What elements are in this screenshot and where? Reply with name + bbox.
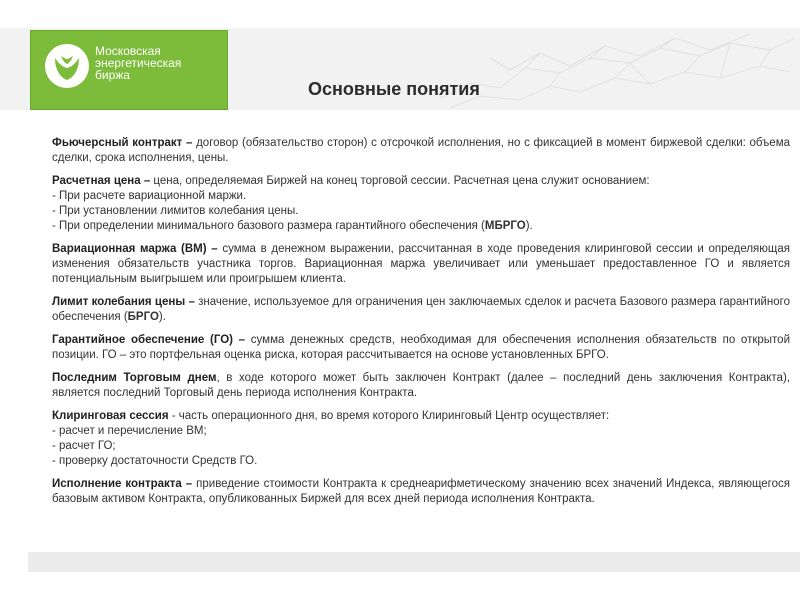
definition-clearing-session: [52, 409, 790, 469]
term-futures: Фьючерсный контракт –: [52, 137, 193, 149]
logo-text: [95, 45, 181, 81]
text-last-trading-day: , в ходе которого может быть заключен Контракт (далее – последний день заключения Контракта), является последний Торговый день периода исполнения Контракта.: [52, 372, 790, 399]
term-clearing-session: Клиринговая сессия: [52, 410, 169, 422]
text-variation-margin: сумма в денежном выражении, рассчитанная в ходе проведения клиринговой сессии и определяющая изменения обязательств участника торгов. Вариационная маржа увеличивает или уменьшает предоставленное ГО и является потенциальным выигрышем или проигрышем клиента.: [52, 243, 790, 285]
page-title: Основные понятия: [308, 79, 480, 99]
text-settlement-price: цена, определяемая Биржей на конец торговой сессии. Расчетная цена служит основанием:: [150, 175, 650, 187]
brgo-abbr: БРГО: [127, 311, 159, 323]
definition-variation-margin: [52, 242, 790, 287]
footer-band: [28, 552, 800, 572]
logo-line-2: энергетическая: [95, 56, 182, 70]
definition-guarantee: [52, 333, 790, 363]
text-guarantee: сумма денежных средств, необходимая для обеспечения исполнения обязательств по открытой позиции. ГО – это портфельная оценка риска, которая рассчитывается на основе установленных БРГО.: [52, 334, 790, 361]
clearing-item-1: - расчет и перечисление ВМ;: [52, 425, 207, 437]
term-guarantee: Гарантийное обеспечение (ГО) –: [52, 334, 246, 346]
logo-emblem: [45, 44, 89, 88]
logo-line-3: биржа: [95, 68, 130, 82]
term-price-limit: Лимит колебания цены –: [52, 296, 195, 308]
leaf-icon: [45, 44, 89, 88]
settlement-item-3: - При определении минимального базового размера гарантийного обеспечения (МБРГО).: [52, 220, 533, 232]
map-watermark: [430, 28, 800, 110]
definition-futures: [52, 136, 790, 166]
definitions-list: [52, 136, 790, 515]
mbrgo-abbr: МБРГО: [484, 220, 526, 232]
clearing-item-2: - расчет ГО;: [52, 440, 116, 452]
definition-contract-execution: [52, 477, 790, 507]
clearing-item-3: - проверку достаточности Средств ГО.: [52, 455, 258, 467]
text-clearing-session: - часть операционного дня, во время которого Клиринговый Центр осуществляет:: [168, 410, 610, 422]
term-last-trading-day: Последним Торговым днем: [52, 372, 217, 384]
definition-settlement-price: [52, 174, 790, 234]
settlement-item-1: - При расчете вариационной маржи.: [52, 190, 247, 202]
term-contract-execution: Исполнение контракта –: [52, 478, 193, 490]
text-futures: договор (обязательство сторон) с отсрочкой исполнения, но с фиксацией в момент биржевой сделки: объема сделки, срока исполнения, цены.: [52, 137, 790, 164]
settlement-item-2: - При установлении лимитов колебания цены.: [52, 205, 299, 217]
logo-line-1: Московская: [95, 44, 161, 58]
definition-price-limit: Лимит колебания цены – значение, используемое для ограничения цен заключаемых сделок и расчета Базового размера гарантийного обеспечения (БРГО).: [52, 296, 791, 323]
definition-last-trading-day: [52, 371, 790, 401]
logo[interactable]: [30, 30, 228, 110]
text-contract-execution: приведение стоимости Контракта к среднеарифметическому значению всех значений Индекса, являющегося базовым активом Контракта, опубликованных Биржей для всех дней периода исполнения Контракта.: [52, 478, 790, 505]
term-variation-margin: Вариационная маржа (ВМ) –: [52, 243, 218, 255]
term-settlement-price: Расчетная цена –: [52, 175, 151, 187]
